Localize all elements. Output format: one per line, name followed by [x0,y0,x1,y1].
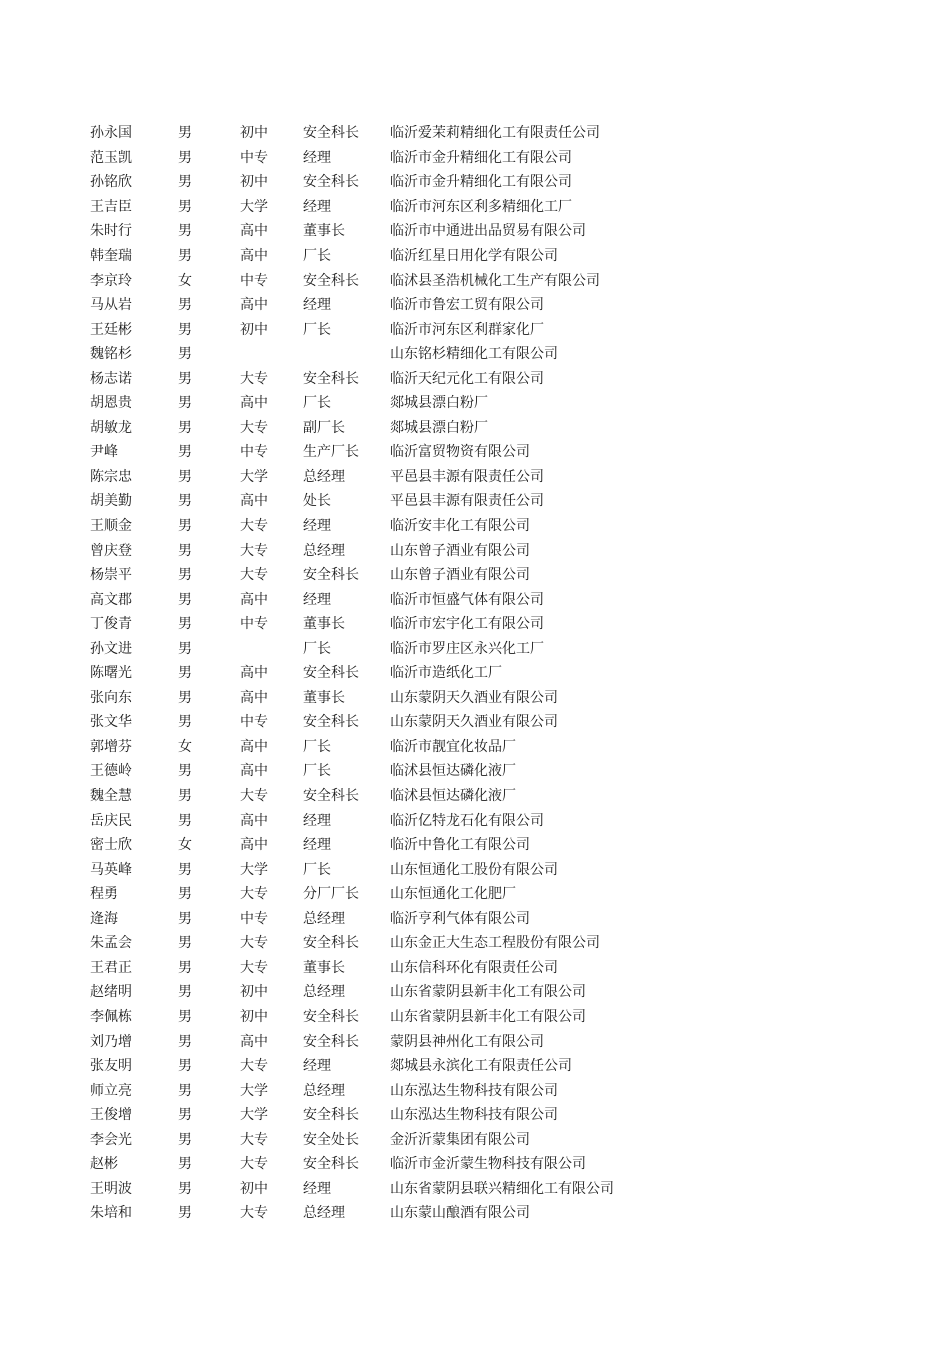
person-name-cell: 王德岭 [90,763,132,780]
company-name-cell: 山东省蒙阴县联兴精细化工有限公司 [390,1180,614,1197]
person-name-cell: 胡美勤 [90,493,132,510]
person-name-cell: 孙永国 [90,125,132,142]
person-name-cell: 岳庆民 [90,812,132,829]
person-name-cell: 魏铭杉 [90,346,132,363]
company-name-cell: 临沭县恒达磷化液厂 [390,763,516,780]
company-name-cell: 临沂市金升精细化工有限公司 [390,174,572,191]
table-row [90,833,910,858]
person-name-cell: 郭增芬 [90,738,132,755]
job-title-cell: 经理 [303,1180,331,1197]
job-title-cell: 分厂厂长 [303,886,359,903]
person-name-cell: 胡恩贵 [90,395,132,412]
job-title-cell: 董事长 [303,223,345,240]
person-name-cell: 王明波 [90,1180,132,1197]
company-name-cell: 山东省蒙阴县新丰化工有限公司 [390,1008,586,1025]
person-name-cell: 李会光 [90,1131,132,1148]
education-cell: 高中 [240,395,268,412]
table-row [90,538,910,563]
gender-cell: 男 [178,1107,192,1124]
table-row [90,759,910,784]
gender-cell: 男 [178,223,192,240]
education-cell: 高中 [240,689,268,706]
gender-cell: 男 [178,640,192,657]
company-name-cell: 临沂富贸物资有限公司 [390,444,530,461]
gender-cell: 男 [178,125,192,142]
gender-cell: 男 [178,444,192,461]
person-name-cell: 赵绪明 [90,984,132,1001]
education-cell: 高中 [240,812,268,829]
gender-cell: 男 [178,395,192,412]
person-name-cell: 王俊增 [90,1107,132,1124]
company-name-cell: 临沭县恒达磷化液厂 [390,788,516,805]
person-name-cell: 朱培和 [90,1205,132,1222]
job-title-cell: 厂长 [303,395,331,412]
job-title-cell: 董事长 [303,959,345,976]
education-cell: 初中 [240,1008,268,1025]
table-row [90,857,910,882]
company-name-cell: 金沂沂蒙集团有限公司 [390,1131,530,1148]
gender-cell: 男 [178,1008,192,1025]
person-name-cell: 曾庆登 [90,542,132,559]
company-name-cell: 临沭县圣浩机械化工生产有限公司 [390,272,600,289]
person-name-cell: 尹峰 [90,444,118,461]
company-name-cell: 山东蒙山酿酒有限公司 [390,1205,530,1222]
education-cell: 中专 [240,149,268,166]
person-name-cell: 王君正 [90,959,132,976]
job-title-cell: 处长 [303,493,331,510]
job-title-cell: 厂长 [303,861,331,878]
company-name-cell: 蒙阴县神州化工有限公司 [390,1033,544,1050]
job-title-cell: 董事长 [303,616,345,633]
job-title-cell: 经理 [303,518,331,535]
company-name-cell: 山东泓达生物科技有限公司 [390,1107,558,1124]
job-title-cell: 总经理 [303,1205,345,1222]
company-name-cell: 山东泓达生物科技有限公司 [390,1082,558,1099]
table-row [90,1127,910,1152]
education-cell: 大专 [240,567,268,584]
gender-cell: 男 [178,493,192,510]
gender-cell: 男 [178,321,192,338]
job-title-cell: 安全科长 [303,788,359,805]
education-cell: 中专 [240,714,268,731]
person-name-cell: 马从岩 [90,297,132,314]
table-row [90,784,910,809]
education-cell: 初中 [240,174,268,191]
company-name-cell: 临沂市金升精细化工有限公司 [390,149,572,166]
job-title-cell: 总经理 [303,1082,345,1099]
job-title-cell: 安全科长 [303,567,359,584]
person-name-cell: 密士欣 [90,837,132,854]
person-name-cell: 张文华 [90,714,132,731]
gender-cell: 男 [178,1156,192,1173]
company-name-cell: 郯城县漂白粉厂 [390,419,488,436]
person-name-cell: 胡敏龙 [90,419,132,436]
gender-cell: 男 [178,1180,192,1197]
job-title-cell: 安全科长 [303,1107,359,1124]
education-cell: 高中 [240,223,268,240]
gender-cell: 男 [178,542,192,559]
job-title-cell: 厂长 [303,738,331,755]
gender-cell: 男 [178,198,192,215]
company-name-cell: 临沂亿特龙石化有限公司 [390,812,544,829]
table-row [90,980,910,1005]
gender-cell: 男 [178,1205,192,1222]
education-cell: 大学 [240,1107,268,1124]
person-name-cell: 马英峰 [90,861,132,878]
gender-cell: 男 [178,591,192,608]
person-name-cell: 张向东 [90,689,132,706]
person-name-cell: 刘乃增 [90,1033,132,1050]
job-title-cell: 安全科长 [303,935,359,952]
gender-cell: 男 [178,419,192,436]
table-row [90,146,910,171]
table-row [90,612,910,637]
gender-cell: 男 [178,886,192,903]
education-cell: 大专 [240,542,268,559]
person-name-cell: 杨志诺 [90,370,132,387]
education-cell: 高中 [240,493,268,510]
company-name-cell: 临沂天纪元化工有限公司 [390,370,544,387]
company-name-cell: 临沂市造纸化工厂 [390,665,502,682]
table-row [90,587,910,612]
gender-cell: 男 [178,174,192,191]
company-name-cell: 山东省蒙阴县新丰化工有限公司 [390,984,586,1001]
company-name-cell: 临沂市宏宇化工有限公司 [390,616,544,633]
person-name-cell: 王吉臣 [90,198,132,215]
gender-cell: 男 [178,248,192,264]
person-name-cell: 赵彬 [90,1156,118,1173]
job-title-cell: 厂长 [303,321,331,338]
job-title-cell: 生产厂长 [303,444,359,461]
education-cell: 大专 [240,959,268,976]
gender-cell: 男 [178,567,192,584]
table-row [90,268,910,293]
gender-cell: 男 [178,346,192,363]
gender-cell: 男 [178,370,192,387]
company-name-cell: 平邑县丰源有限责任公司 [390,468,544,485]
person-name-cell: 韩奎瑞 [90,248,132,264]
person-name-cell: 魏全慧 [90,788,132,805]
gender-cell: 男 [178,689,192,706]
gender-cell: 男 [178,910,192,927]
job-title-cell: 经理 [303,837,331,854]
gender-cell: 男 [178,763,192,780]
education-cell: 大专 [240,1058,268,1075]
gender-cell: 男 [178,1131,192,1148]
person-name-cell: 朱时行 [90,223,132,240]
person-name-cell: 陈曙光 [90,665,132,682]
table-row [90,342,910,367]
job-title-cell: 安全科长 [303,1033,359,1050]
job-title-cell: 安全科长 [303,1156,359,1173]
gender-cell: 男 [178,616,192,633]
table-row [90,710,910,735]
education-cell: 中专 [240,616,268,633]
company-name-cell: 临沂市河东区利群家化厂 [390,321,544,338]
education-cell: 大学 [240,861,268,878]
education-cell: 中专 [240,444,268,461]
education-cell: 高中 [240,738,268,755]
job-title-cell: 总经理 [303,984,345,1001]
gender-cell: 男 [178,861,192,878]
education-cell: 大专 [240,518,268,535]
gender-cell: 男 [178,1082,192,1099]
job-title-cell: 安全处长 [303,1131,359,1148]
education-cell: 高中 [240,763,268,780]
table-row [90,1152,910,1177]
job-title-cell: 经理 [303,812,331,829]
gender-cell: 女 [178,272,192,289]
person-name-cell: 杨崇平 [90,567,132,584]
company-name-cell: 山东蒙阴天久酒业有限公司 [390,689,558,706]
gender-cell: 男 [178,714,192,731]
job-title-cell: 经理 [303,591,331,608]
gender-cell: 男 [178,935,192,952]
education-cell: 中专 [240,272,268,289]
gender-cell: 男 [178,984,192,1001]
company-name-cell: 临沂市中通进出品贸易有限公司 [390,223,586,240]
gender-cell: 男 [178,518,192,535]
table-row [90,686,910,711]
table-row [90,440,910,465]
education-cell: 高中 [240,1033,268,1050]
education-cell: 大专 [240,370,268,387]
table-row [90,956,910,981]
table-row [90,563,910,588]
person-name-cell: 李京玲 [90,272,132,289]
education-cell: 高中 [240,665,268,682]
education-cell: 大专 [240,1131,268,1148]
company-name-cell: 山东蒙阴天久酒业有限公司 [390,714,558,731]
company-name-cell: 临沂红星日用化学有限公司 [390,248,558,264]
gender-cell: 男 [178,149,192,166]
gender-cell: 男 [178,297,192,314]
person-name-cell: 张友明 [90,1058,132,1075]
table-row [90,1078,910,1103]
company-name-cell: 山东金正大生态工程股份有限公司 [390,935,600,952]
gender-cell: 男 [178,788,192,805]
education-cell: 中专 [240,910,268,927]
table-row [90,1177,910,1202]
table-row [90,1201,910,1226]
education-cell: 大专 [240,886,268,903]
company-name-cell: 郯城县漂白粉厂 [390,395,488,412]
table-row [90,121,910,146]
person-name-cell: 孙铭欣 [90,174,132,191]
education-cell: 大学 [240,198,268,215]
person-name-cell: 王顺金 [90,518,132,535]
company-name-cell: 临沂中鲁化工有限公司 [390,837,530,854]
education-cell: 初中 [240,321,268,338]
table-row [90,735,910,760]
table-row [90,170,910,195]
company-name-cell: 山东信科环化有限责任公司 [390,959,558,976]
job-title-cell: 安全科长 [303,370,359,387]
person-name-cell: 孙文进 [90,640,132,657]
education-cell: 大学 [240,468,268,485]
company-name-cell: 山东曾子酒业有限公司 [390,567,530,584]
table-row [90,465,910,490]
person-name-cell: 丁俊青 [90,616,132,633]
gender-cell: 男 [178,1058,192,1075]
job-title-cell: 总经理 [303,542,345,559]
table-row [90,636,910,661]
company-name-cell: 郯城县永滨化工有限责任公司 [390,1058,572,1075]
education-cell: 大专 [240,419,268,436]
table-row [90,1054,910,1079]
education-cell: 大专 [240,788,268,805]
education-cell: 初中 [240,125,268,142]
person-name-cell: 王廷彬 [90,321,132,338]
table-row [90,1005,910,1030]
table-row [90,882,910,907]
company-name-cell: 临沂市罗庄区永兴化工厂 [390,640,544,657]
education-cell: 大学 [240,1082,268,1099]
table-row [90,416,910,441]
job-title-cell: 董事长 [303,689,345,706]
person-name-cell: 逄海 [90,910,118,927]
person-name-cell: 师立亮 [90,1082,132,1099]
job-title-cell: 经理 [303,1058,331,1075]
company-name-cell: 平邑县丰源有限责任公司 [390,493,544,510]
table-row [90,391,910,416]
job-title-cell: 总经理 [303,468,345,485]
table-row [90,931,910,956]
job-title-cell: 厂长 [303,248,331,264]
gender-cell: 男 [178,959,192,976]
education-cell: 初中 [240,984,268,1001]
job-title-cell: 厂长 [303,763,331,780]
job-title-cell: 经理 [303,149,331,166]
job-title-cell: 经理 [303,297,331,314]
company-name-cell: 山东曾子酒业有限公司 [390,542,530,559]
company-name-cell: 临沂安丰化工有限公司 [390,518,530,535]
company-name-cell: 临沂市鲁宏工贸有限公司 [390,297,544,314]
table-row [90,366,910,391]
table-row [90,514,910,539]
gender-cell: 男 [178,1033,192,1050]
company-name-cell: 临沂市河东区利多精细化工厂 [390,198,572,215]
table-row [90,1029,910,1054]
education-cell: 初中 [240,1180,268,1197]
company-name-cell: 临沂市恒盛气体有限公司 [390,591,544,608]
table-row [90,244,910,269]
education-cell: 高中 [240,837,268,854]
person-name-cell: 范玉凯 [90,149,132,166]
table-row [90,1103,910,1128]
education-cell: 高中 [240,297,268,314]
personnel-table [90,121,910,1226]
education-cell: 高中 [240,591,268,608]
gender-cell: 男 [178,665,192,682]
person-name-cell: 朱孟会 [90,935,132,952]
person-name-cell: 陈宗忠 [90,468,132,485]
company-name-cell: 临沂亨利气体有限公司 [390,910,530,927]
table-row [90,489,910,514]
company-name-cell: 山东恒通化工化肥厂 [390,886,516,903]
gender-cell: 女 [178,837,192,854]
job-title-cell: 经理 [303,198,331,215]
company-name-cell: 山东恒通化工股份有限公司 [390,861,558,878]
table-row [90,317,910,342]
education-cell: 大专 [240,1156,268,1173]
gender-cell: 女 [178,738,192,755]
job-title-cell: 安全科长 [303,714,359,731]
job-title-cell: 安全科长 [303,272,359,289]
job-title-cell: 副厂长 [303,419,345,436]
gender-cell: 男 [178,812,192,829]
job-title-cell: 安全科长 [303,1008,359,1025]
gender-cell: 男 [178,468,192,485]
table-row [90,195,910,220]
company-name-cell: 临沂爱茉莉精细化工有限责任公司 [390,125,600,142]
table-row [90,219,910,244]
job-title-cell: 厂长 [303,640,331,657]
person-name-cell: 程勇 [90,886,118,903]
table-row [90,661,910,686]
job-title-cell: 安全科长 [303,174,359,191]
company-name-cell: 临沂市金沂蒙生物科技有限公司 [390,1156,586,1173]
job-title-cell: 总经理 [303,910,345,927]
job-title-cell: 安全科长 [303,125,359,142]
person-name-cell: 李佩栋 [90,1008,132,1025]
education-cell: 大专 [240,1205,268,1222]
job-title-cell: 安全科长 [303,665,359,682]
person-name-cell: 高文郡 [90,591,132,608]
company-name-cell: 山东铭杉精细化工有限公司 [390,346,558,363]
education-cell: 大专 [240,935,268,952]
table-row [90,907,910,932]
company-name-cell: 临沂市靓宜化妆品厂 [390,738,516,755]
table-row [90,808,910,833]
education-cell: 高中 [240,248,268,264]
table-row [90,293,910,318]
